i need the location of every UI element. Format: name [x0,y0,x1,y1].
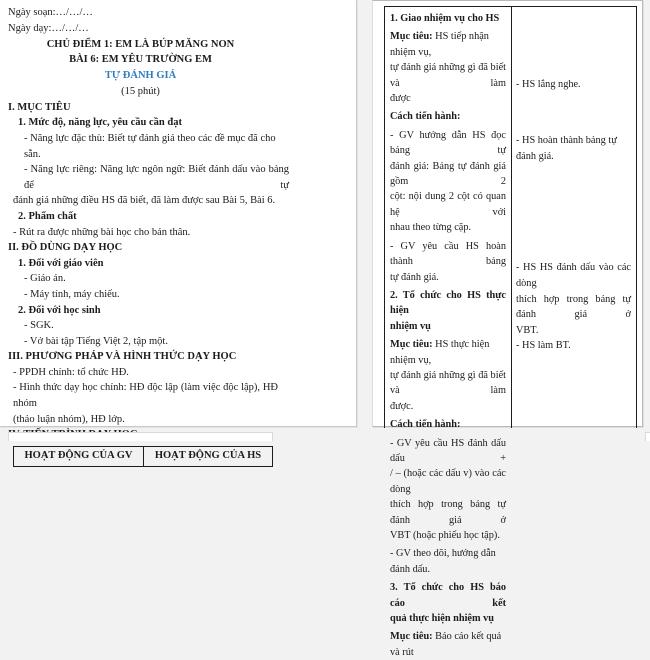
text-line: thích hợp trong bảng tự đánh giá ở [390,499,506,526]
subsection-heading: 1. Mức độ, năng lực, yêu cầu cần đạt [18,117,182,129]
section-heading: I. MỤC TIÊU [8,101,71,113]
text-line: - Năng lực riêng: Năng lực ngôn ngữ: Biết đánh dấu vào bảng để tự [24,164,289,191]
duration-label: (15 phút) [121,85,160,97]
text-line: tự đánh giá. [390,271,439,283]
subsection-heading: 2. Đối với học sinh [18,304,101,316]
lesson-title: BÀI 6: EM YÊU TRƯỜNG EM [69,54,212,66]
text-line: Mục tiêu: HS thực hiện nhiệm vụ, [390,339,490,366]
page-1-content [0,0,356,467]
text-line: cột: nội dung 2 cột có quan hệ với [390,191,506,218]
text-line: VBT (hoặc phiếu học tập). [390,530,500,541]
text-line: nhiệm vụ [390,320,431,332]
subsection-heading: 1. Đối với giáo viên [18,257,104,269]
text-line: / – (hoặc các dấu v) vào các dòng [390,468,506,495]
text-line: - Máy tính, máy chiếu. [24,288,120,300]
text-line: - Hình thức dạy học chính: HĐ độc lập (làm việc độc lập), HĐ nhóm [13,382,278,410]
text-line: - Năng lực đặc thù: Biết tự đánh giá theo các đề mục đã cho sẵn. [24,132,276,160]
next-page-edge [645,432,650,441]
date-prepared-line: Ngày soạn:…/…/… [8,7,93,18]
hs-response: - HS hoàn thành bảng tự đánh giá. [516,135,617,162]
text-line: - SGK. [24,320,54,332]
text-line: quả thực hiện nhiệm vụ [390,613,495,625]
activity-2-heading: 2. Tổ chức cho HS thực hiện [390,289,506,317]
text-line: tự đánh giá những gì đã biết và làm [390,62,506,89]
text-line: đánh giá: Bảng tự đánh giá gồm 2 [390,160,506,188]
text-line: Mục tiêu: Báo cáo kết quả và rút [390,631,502,658]
document-page-1 [0,0,357,461]
text-line: Cách tiến hành: [390,111,461,123]
text-line: - PPDH chính: tổ chức HĐ. [13,366,129,378]
table-header-hs: HOẠT ĐỘNG CỦA HS [154,449,262,461]
text-line: - Vở bài tập Tiếng Việt 2, tập một. [24,335,168,347]
text-line: Cách tiến hành: [390,419,461,431]
text-line: được [390,93,411,105]
activity-table-continued [384,6,637,658]
text-line: nhau theo từng cặp. [390,222,472,234]
text-line: tự đánh giá những gì đã biết và làm [390,369,506,397]
text-line: - Giáo án. [24,273,66,285]
activity-table-header [13,446,273,467]
hs-response: - HS làm BT. [516,340,571,351]
date-taught-line: Ngày dạy:…/…/… [8,22,89,34]
subsection-heading: 2. Phẩm chất [18,210,77,222]
hs-column [512,7,636,428]
text-line: Mục tiêu: HS tiếp nhận nhiệm vụ, [390,31,489,58]
text-line: - Rút ra được những bài học cho bản thân. [13,226,191,238]
section-heading: II. ĐỒ DÙNG DẠY HỌC [8,242,123,254]
activity-title: TỰ ĐÁNH GIÁ [104,70,177,82]
text-line: - GV hướng dẫn HS đọc bảng tự [390,129,506,157]
hs-response: - HS HS đánh dấu vào các dòng thích hợp trong bảng tự đánh giá ở VBT. [516,262,631,337]
hs-response: - HS lắng nghe. [516,79,581,90]
next-page-edge [8,432,273,441]
activity-3-heading: 3. Tổ chức cho HS báo cáo kết [390,582,506,609]
table-header-gv: HOẠT ĐỘNG CỦA GV [14,447,144,466]
section-heading: III. PHƯƠNG PHÁP VÀ HÌNH THỨC DẠY HỌC [8,351,237,363]
text-line: (thảo luận nhóm), HĐ lớp. [13,413,125,425]
text-line: - GV theo dõi, hướng dẫn đánh dấu. [390,548,496,575]
activity-1-heading: 1. Giao nhiệm vụ cho HS [390,13,500,24]
text-line: - GV yêu cầu HS đánh dấu dấu + [390,437,506,464]
text-line: - GV yêu cầu HS hoàn thành bảng [390,240,506,268]
text-line: đánh giá những điều HS đã biết, đã làm được sau Bài 5, Bài 6. [13,195,276,207]
theme-title: CHỦ ĐIỂM 1: EM LÀ BÚP MĂNG NON [46,38,235,50]
document-page-2 [372,0,643,658]
text-line: được. [390,400,414,412]
gv-column [385,7,512,658]
